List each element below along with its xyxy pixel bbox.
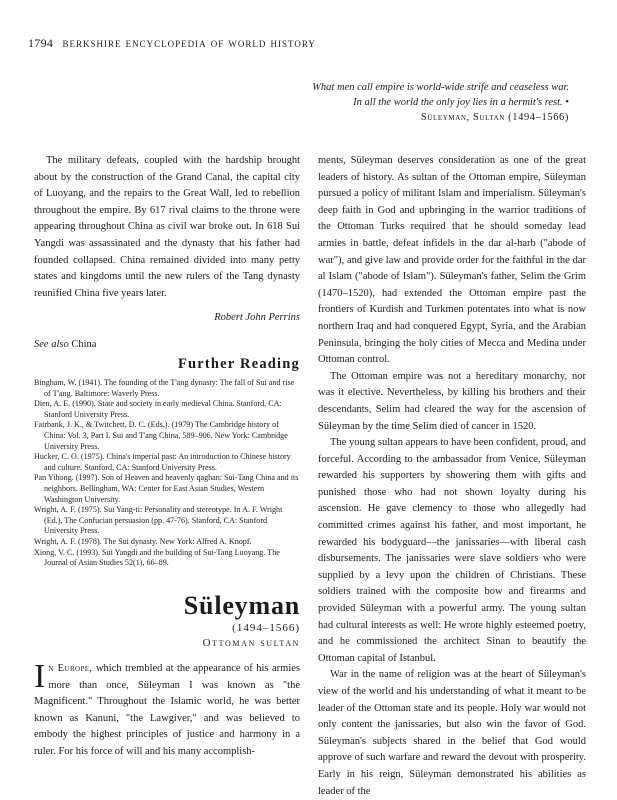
see-also-link[interactable]: China xyxy=(71,338,97,350)
reference-item: Pan Yihong. (1997). Son of Heaven and heavenly qaghan: Sui-Tang China and its neighbors. Bellingham, WA: Center for East Asian Studies, Western Washington University. xyxy=(34,473,299,504)
reference-list xyxy=(34,378,300,569)
page-number: 1794 xyxy=(28,36,54,50)
reference-item: Bingham, W. (1941). The founding of the T'ang dynasty: The fall of Sui and rise of T'ang. Baltimore: Waverly Press. xyxy=(34,378,295,398)
epigraph xyxy=(309,80,569,125)
left-column xyxy=(34,153,300,354)
entry-intro xyxy=(34,658,300,761)
reference-item: Wright, A. F. (1975). Sui Yang-ti: Personality and stereotype. In A. F. Wright (Ed.), The Confucian persuasion (pp. 47-76). Stanford, CA: Stanford University Press. xyxy=(34,505,283,536)
paragraph: The Ottoman empire was not a hereditary monarchy, nor was it elective. Nevertheless, by killing his brothers and their descendants, Selim had cleared the way for the ascension of Süleyman by the time Selim died of cancer in 1520. xyxy=(318,370,586,432)
reference-item: Wright, A. F. (1978). The Sui dynasty. New York: Alfred A. Knopf. xyxy=(34,536,252,546)
reference-item: Xiong, V. C. (1993). Sui Yangdi and the building of Sui-Tang Luoyang. The Journal of Asian Studies 52(1), 66–89. xyxy=(34,547,280,568)
see-also xyxy=(34,337,300,354)
lead-in: n Europe, xyxy=(48,663,93,674)
drop-cap: I xyxy=(34,658,46,695)
entry-subtitle: Ottoman sultan xyxy=(202,637,300,649)
paragraph: The military defeats, coupled with the hardship brought about by the construction of the Grand Canal, the capital city of Luoyang, and the repairs to the Great Wall, led to rebellion throughout the empire. By 617 rival claims to the throne were appearing throughout China as civil war broke out. In 618 Sui Yangdi was assassinated and the dynasty that his father had founded collapsed. China remained divided into many petty states and kingdoms until the new rulers of the Tang dynasty reunified China five years later. xyxy=(34,155,300,299)
entry-title: Süleyman xyxy=(183,591,300,620)
paragraph: ments, Süleyman deserves consideration as one of the great leaders of history. As sultan of the Ottoman empire, Süleyman pursued a policy of militant Islam and imperialism. Süleyman's deep faith in God and upbringing in the warrior traditions of the Ottoman Turks required that he should someday lead armies in battle, defeat infidels in the dar al-harb ("abode of war"), and give law and provide order for the faithful in the dar al Islam ("abode of Islam"). Süleyman's father, Selim the Grim (1470–1520), had extended the Ottoman empire past the frontiers of Kurdish and Turkmen potentates into what is now northern Iraq and had conquered Egypt, Syria, and the Arabian Peninsula, bringing the holy cities of Mecca and Medina under Ottoman control. xyxy=(318,155,586,366)
reference-item: Dien, A. E. (1990). State and society in early medieval China. Stanford, CA: Stanford University Press. xyxy=(34,399,282,419)
see-also-label: See also xyxy=(34,338,69,350)
bullet: • xyxy=(565,97,569,108)
running-title: berkshire encyclopedia of world history xyxy=(62,36,316,50)
reference-item: Hucker, C. O. (1975). China's imperial past: An introduction to Chinese history and culture. Stanford, CA: Stanford University Press. xyxy=(34,452,291,472)
reference-item: Fairbank, J. K., & Twitchett, D. C. (Eds.). (1979) The Cambridge history of China: Vol. 3, Part I. Sui and T'ang China, 589–906. New York: Cambridge University Press. xyxy=(34,420,288,451)
further-reading-heading: Further Reading xyxy=(177,356,300,372)
paragraph: War in the name of religion was at the heart of Süleyman's view of the world and his understanding of what it meant to be leader of the Ottoman state and its people. Holy war would not only content the janissaries, but also win the favor of God. Süleyman's subjects shared in the belief that God would approve of such warfare and reward the devout with prosperity. Early in his reign, Süleyman demonstrated his abilities as leader of the xyxy=(318,669,586,797)
entry-dates: (1494–1566) xyxy=(232,622,300,634)
epigraph-text: What men call empire is world-wide strife and ceaseless war. In all the world the only joy lies in a hermit's rest. xyxy=(312,82,569,108)
right-column xyxy=(318,153,586,800)
intro-text: which trembled at the appearance of his armies more than once, Süleyman I was known as "the Magnificent." Throughout the Islamic world, he was better known as Kanuni, "the Lawgiver," and was believed to embody the highest principles of justice and harmony in a ruler. For his force of will and his many accomplish- xyxy=(34,663,300,757)
running-header xyxy=(28,36,316,51)
epigraph-author: Süleyman, Sultan (1494–1566) xyxy=(420,112,569,123)
paragraph: The young sultan appears to have been confident, proud, and forceful. According to the ambassador from Venice, Süleyman rewarded his supporters by showering them with gifts and punished those who had not shown loyalty during his ascension. He gave clemency to those who allegedly had committed crimes against his father, and most important, he rewarded his bodyguard—the janissaries—with liberal cash disbursements. The janissaries were slave soldiers who were supplied by a levy upon the children of Christians. These soldiers trained with the composite bow and firearms and provided Süleyman with a powerful army. The young sultan had cultural interests as well: He wrote highly esteemed poetry, and he commissioned the architect Sinan to beautify the Ottoman capital of Istanbul. xyxy=(318,437,586,664)
article-author: Robert John Perrins xyxy=(214,312,300,324)
